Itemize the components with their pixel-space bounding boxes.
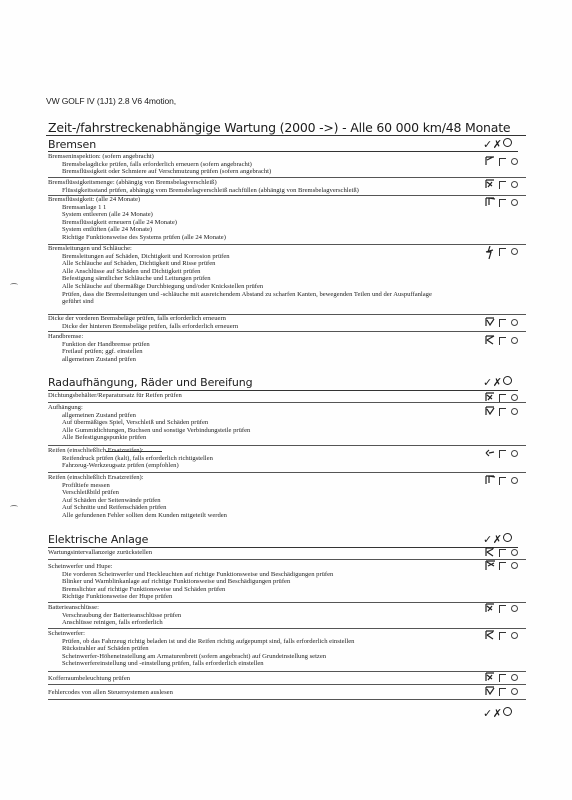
- group-divider: [48, 177, 526, 178]
- section-title-bremsen: Bremsen: [48, 138, 97, 151]
- not-ok-icon: ✗: [492, 376, 503, 389]
- status-boxes[interactable]: [486, 632, 518, 640]
- status-boxes[interactable]: [486, 337, 518, 345]
- na-radio[interactable]: [511, 408, 518, 415]
- group-heading: Handbremse:: [48, 333, 84, 340]
- ok-checkbox[interactable]: [486, 337, 494, 344]
- group-heading: Reifen (einschließlich Ersatzreifen):: [48, 474, 144, 481]
- not-ok-checkbox[interactable]: [499, 181, 506, 189]
- group-heading-text: Reifen (einschließlich Ersatzreifen):: [48, 447, 144, 454]
- check-item: Dichtungsbehälter/Reparatursatz für Reifen prüfen: [48, 392, 182, 399]
- ok-checkbox[interactable]: [486, 562, 494, 569]
- group-divider: [48, 602, 526, 603]
- status-boxes[interactable]: [486, 394, 518, 402]
- page-title: Zeit-/fahrstreckenabhängige Wartung (2000 ->) - Alle 60 000 km/48 Monate: [48, 120, 511, 135]
- check-item: Blinker und Warnblinkanlage auf richtige Funktionsweise und Beschädigungen prüfen: [62, 578, 291, 586]
- ok-checkbox[interactable]: [486, 632, 494, 639]
- group-heading: Bremsflüssigkeitsmenge: (abhängig von Bremsbelagverschleiß): [48, 179, 217, 186]
- strikethrough-mark: [106, 451, 162, 452]
- check-item: Profiltiefe messen: [62, 481, 110, 489]
- ok-checkbox[interactable]: [486, 158, 494, 165]
- vehicle-line: VW GOLF IV (1J1) 2.8 V6 4motion,: [46, 96, 177, 106]
- ok-checkbox[interactable]: [486, 248, 494, 255]
- group-lights-horn: [48, 563, 333, 601]
- not-ok-checkbox[interactable]: [499, 549, 506, 557]
- status-boxes[interactable]: [486, 158, 518, 166]
- status-boxes[interactable]: [486, 319, 518, 327]
- section-title-elektrik: Elektrische Anlage: [48, 533, 149, 546]
- na-radio[interactable]: [511, 181, 518, 188]
- group-brake-pads: [48, 315, 238, 330]
- check-item: Wartungsintervallanzeige zurückstellen: [48, 549, 153, 556]
- check-item: Bremsflüssigkeit oder Schmiere auf Verschmutzung prüfen (sofern angebracht): [62, 168, 272, 176]
- group-divider: [48, 628, 526, 629]
- check-item: Verschleißbild prüfen: [62, 489, 119, 497]
- check-item: Bremsleitungen auf Schäden, Dichtigkeit und Korrosion prüfen: [62, 252, 230, 260]
- not-ok-checkbox[interactable]: [499, 632, 506, 640]
- not-ok-checkbox[interactable]: [499, 562, 506, 570]
- check-item: Auf Schnitte und Reifenschäden prüfen: [62, 504, 167, 512]
- not-ok-checkbox[interactable]: [499, 408, 506, 416]
- ok-checkbox[interactable]: [486, 674, 494, 681]
- ok-icon: ✓: [483, 376, 493, 389]
- check-item: System entlüften (alle 24 Monate): [62, 226, 153, 234]
- na-radio[interactable]: [511, 199, 518, 206]
- check-item: Alle Schläuche auf Schäden, Dichtigkeit und Risse prüfen: [62, 260, 216, 268]
- check-item: Auf Schäden der Seitenwände prüfen: [62, 496, 161, 504]
- na-radio[interactable]: [511, 337, 518, 344]
- group-tire-repair-kit: [48, 392, 182, 400]
- na-radio[interactable]: [511, 674, 518, 681]
- ok-checkbox[interactable]: [486, 319, 494, 326]
- ok-checkbox[interactable]: [486, 549, 494, 556]
- check-item: Alle Befestigungspunkte prüfen: [62, 434, 147, 442]
- group-divider: [48, 559, 526, 560]
- not-ok-checkbox[interactable]: [499, 450, 506, 458]
- not-ok-checkbox[interactable]: [499, 319, 506, 327]
- not-ok-icon: ✗: [492, 138, 503, 151]
- margin-mark: [10, 283, 18, 287]
- ok-checkbox[interactable]: [486, 688, 494, 695]
- na-radio[interactable]: [511, 319, 518, 326]
- ok-checkbox[interactable]: [486, 394, 494, 401]
- ok-checkbox[interactable]: [486, 605, 494, 612]
- check-item: Fehlercodes von allen Steuersystemen auslesen: [48, 689, 173, 696]
- not-ok-checkbox[interactable]: [499, 477, 506, 485]
- check-item: allgemeinen Zustand prüfen: [62, 411, 136, 419]
- group-divider: [48, 445, 526, 446]
- group-trunk-light: [48, 675, 130, 683]
- not-ok-checkbox[interactable]: [499, 674, 506, 682]
- group-heading: Scheinwerfer:: [48, 630, 85, 637]
- na-radio[interactable]: [511, 632, 518, 639]
- not-ok-checkbox[interactable]: [499, 248, 506, 256]
- check-item: Alle gefundenen Fehler sollten dem Kunden mitgeteilt werden: [62, 511, 227, 519]
- check-item: Reifendruck prüfen (kalt), falls erforderlich richtigstellen: [62, 454, 213, 462]
- check-item: Befestigung sämtlicher Schläuche und Leitungen prüfen: [62, 275, 211, 283]
- check-item: Freilauf prüfen; ggf. einstellen: [62, 348, 143, 356]
- ok-checkbox[interactable]: [486, 408, 494, 415]
- group-divider: [48, 684, 526, 685]
- check-item: Dicke der hinteren Bremsbeläge prüfen, falls erforderlich erneuern: [62, 322, 239, 330]
- status-boxes[interactable]: [486, 477, 518, 485]
- status-boxes[interactable]: [486, 248, 518, 256]
- group-brake-fluid-level: [48, 179, 359, 194]
- ok-checkbox[interactable]: [486, 199, 494, 206]
- na-radio[interactable]: [511, 158, 518, 165]
- group-brake-inspection: [48, 153, 271, 176]
- check-item: Rückstrahler auf Schäden prüfen: [62, 645, 149, 653]
- not-ok-icon: ✗: [492, 533, 503, 546]
- group-brake-lines: [48, 245, 432, 306]
- section-title-radaufhaengung: Radaufhängung, Räder und Bereifung: [48, 376, 253, 389]
- title-divider: [46, 135, 526, 136]
- check-item: allgemeinen Zustand prüfen: [62, 355, 136, 363]
- na-radio[interactable]: [511, 605, 518, 612]
- ok-icon: ✓: [483, 138, 493, 151]
- not-ok-checkbox[interactable]: [499, 158, 506, 166]
- status-boxes[interactable]: [486, 674, 518, 682]
- check-item: Auf übermäßiges Spiel, Verschleiß und Schäden prüfen: [62, 419, 209, 427]
- not-ok-checkbox[interactable]: [499, 199, 506, 207]
- check-item: Alle Anschlüsse auf Schäden und Dichtigkeit prüfen: [62, 267, 201, 275]
- legend-radaufhaengung: [483, 376, 512, 389]
- group-heading: Batterieanschlüsse:: [48, 604, 99, 611]
- legend-elektrik: [483, 533, 512, 546]
- check-item: Bremsanlage 1 1: [62, 203, 107, 211]
- legend-footer: [483, 707, 512, 720]
- check-item: Prüfen, ob das Fahrzeug richtig beladen ist und die Reifen richtig aufgepumpt sind, falls erforderlich einstellen: [62, 637, 355, 645]
- group-headlights: [48, 630, 354, 668]
- status-boxes[interactable]: [486, 181, 518, 189]
- group-handbrake: [48, 333, 150, 363]
- group-divider: [48, 402, 526, 403]
- legend-bremsen: [483, 138, 512, 151]
- not-ok-checkbox[interactable]: [499, 605, 506, 613]
- check-item: System entleeren (alle 24 Monate): [62, 211, 153, 219]
- status-boxes[interactable]: [486, 549, 518, 557]
- na-radio[interactable]: [511, 688, 518, 695]
- not-ok-checkbox[interactable]: [499, 394, 506, 402]
- check-item: Scheinwerfer-Höheneinstellung am Armaturenbrett (sofern angebracht) auf Grundeinstellung setzen: [62, 652, 327, 660]
- not-ok-checkbox[interactable]: [499, 337, 506, 345]
- group-heading: Aufhängung:: [48, 404, 83, 411]
- status-boxes[interactable]: [486, 562, 518, 570]
- status-boxes[interactable]: [486, 408, 518, 416]
- check-item: Scheinwerfereinstellung und -einstellung prüfen, falls erforderlich einstellen: [62, 660, 264, 668]
- ok-checkbox[interactable]: [486, 181, 494, 188]
- ok-checkbox[interactable]: [486, 477, 494, 484]
- check-item: Funktion der Handbremse prüfen: [62, 340, 150, 348]
- group-heading: Bremseninspektion: (sofern angebracht): [48, 153, 154, 160]
- not-applicable-icon: [503, 533, 512, 542]
- not-applicable-icon: [503, 376, 512, 385]
- group-divider: [48, 671, 526, 672]
- check-item: Verschraubung der Batterieanschlüsse prüfen: [62, 611, 182, 619]
- check-item: Anschlüsse reinigen, falls erforderlich: [62, 619, 163, 627]
- na-radio[interactable]: [511, 248, 518, 255]
- check-item: Flüssigkeitsstand prüfen, abhängig vom Bremsbelagverschleiß nachfüllen (abhängig von Bremsbelagverschleiß): [62, 186, 359, 194]
- na-radio[interactable]: [511, 562, 518, 569]
- check-item: Bremsbelagdicke prüfen, falls erforderlich erneuern (sofern angebracht): [62, 160, 252, 168]
- group-heading: Scheinwerfer und Hupe:: [48, 563, 113, 570]
- group-divider: [48, 699, 526, 700]
- not-ok-checkbox[interactable]: [499, 688, 506, 696]
- check-item: Die vorderen Scheinwerfer und Heckleuchten auf richtige Funktionsweise und Beschädigungen prüfen: [62, 570, 334, 578]
- not-applicable-icon: [503, 138, 512, 147]
- check-item: Dicke der vorderen Bremsbeläge prüfen, falls erforderlich erneuern: [48, 315, 226, 322]
- status-boxes[interactable]: [486, 688, 518, 696]
- section-divider: [48, 151, 518, 152]
- check-item: Richtige Funktionsweise der Hupe prüfen: [62, 593, 173, 601]
- group-battery: [48, 604, 181, 627]
- check-item: Alle Schläuche auf übermäßige Durchbiegung und/oder Knickstellen prüfen: [62, 282, 264, 290]
- group-suspension: [48, 404, 250, 442]
- check-item: Fahrzeug-Werkzeugsatz prüfen (empfohlen): [62, 462, 179, 470]
- group-heading: Bremsleitungen und Schläuche:: [48, 245, 132, 252]
- status-boxes[interactable]: [486, 605, 518, 613]
- group-heading: Bremsflüssigkeit: (alle 24 Monate): [48, 196, 141, 203]
- status-boxes[interactable]: [486, 199, 518, 207]
- check-item: Kofferraumbeleuchtung prüfen: [48, 675, 131, 682]
- group-brake-fluid: [48, 196, 226, 242]
- not-ok-icon: ✗: [492, 707, 503, 720]
- section-divider: [48, 547, 518, 548]
- status-boxes[interactable]: [486, 450, 518, 458]
- group-divider: [48, 472, 526, 473]
- na-radio[interactable]: [511, 450, 518, 457]
- ok-checkbox[interactable]: [486, 450, 494, 457]
- na-radio[interactable]: [511, 477, 518, 484]
- ok-icon: ✓: [483, 707, 493, 720]
- not-applicable-icon: [503, 707, 512, 716]
- check-item: Alle Gummidichtungen, Buchsen und sonstige Verbindungsteile prüfen: [62, 426, 251, 434]
- group-service-interval: [48, 549, 152, 557]
- na-radio[interactable]: [511, 549, 518, 556]
- group-tire-tread: [48, 474, 227, 520]
- section-divider: [48, 390, 518, 391]
- na-radio[interactable]: [511, 394, 518, 401]
- check-item: Richtige Funktionsweise des Systems prüfen (alle 24 Monate): [62, 233, 226, 241]
- check-item: Bremslichter auf richtige Funktionsweise und Schäden prüfen: [62, 585, 226, 593]
- group-fault-codes: [48, 689, 173, 697]
- margin-mark: [10, 505, 18, 509]
- check-item: Bremsflüssigkeit erneuern (alle 24 Monate): [62, 218, 177, 226]
- group-divider: [48, 331, 526, 332]
- check-item: geführt sind: [62, 298, 94, 306]
- check-item: Prüfen, dass die Bremsleitungen und -schläuche mit ausreichendem Abstand zu scharfen Kanten, bewegenden Teilen und der Auspuffanlage: [62, 290, 432, 298]
- ok-icon: ✓: [483, 533, 493, 546]
